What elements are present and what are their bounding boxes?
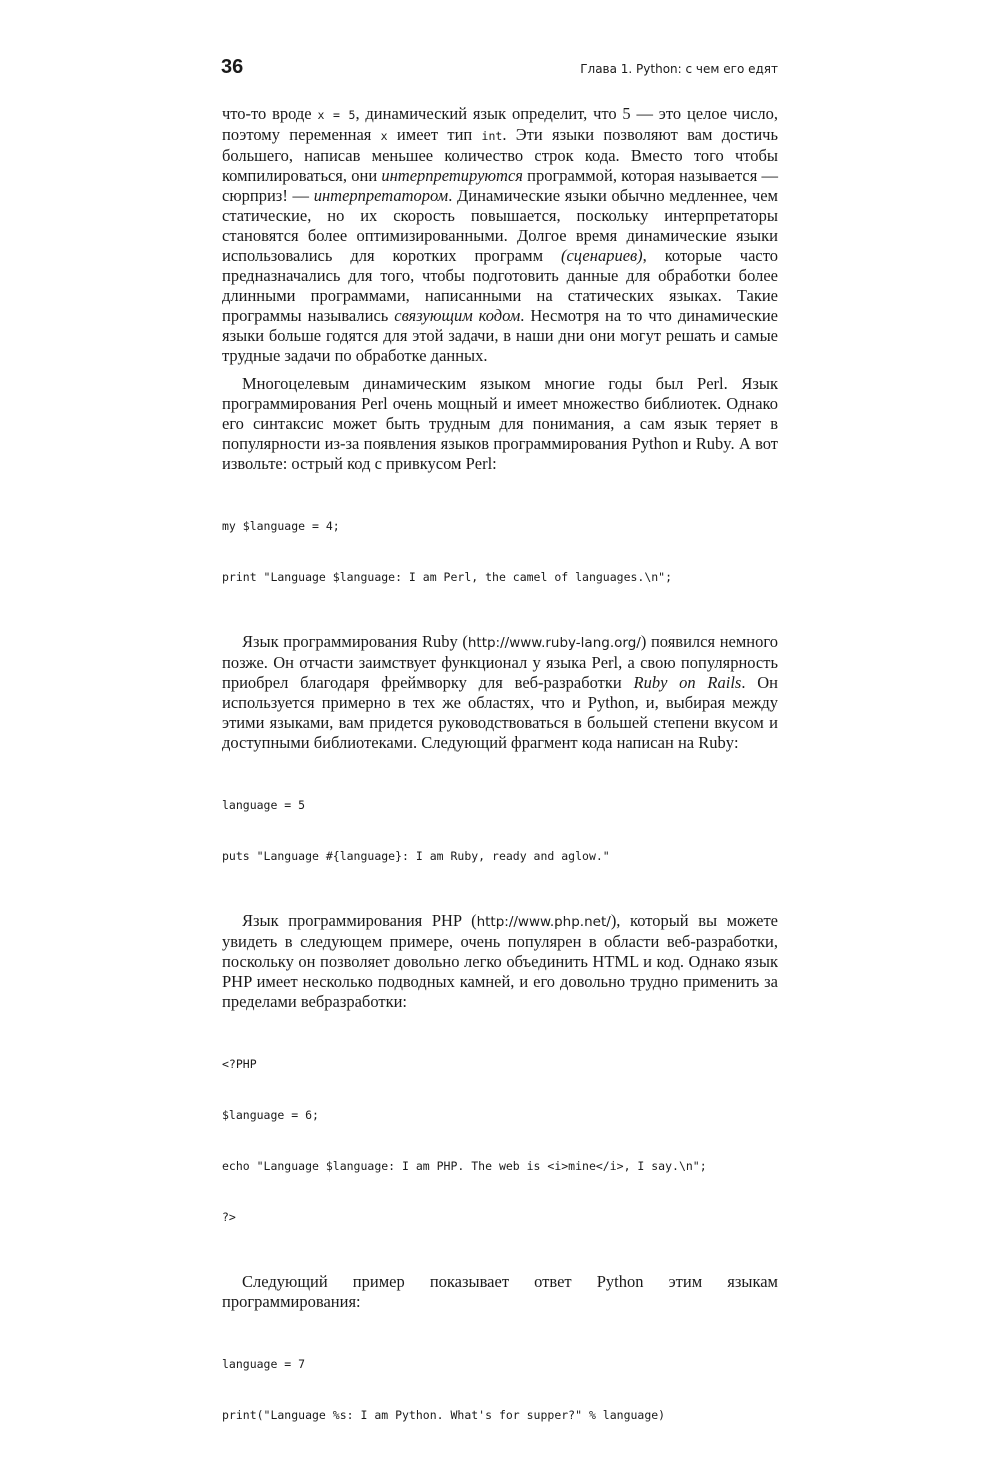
page-body xyxy=(222,104,778,1470)
code-block-php xyxy=(222,1022,778,1260)
code-line: print("Language %s: I am Python. What's for supper?" % language) xyxy=(222,1408,666,1422)
code-line: ?> xyxy=(222,1210,236,1224)
book-page xyxy=(221,54,779,1422)
php-link[interactable]: http://www.php.net/ xyxy=(476,914,611,930)
paragraph-python: Следующий пример показывает ответ Python этим языкам программирования: xyxy=(222,1272,778,1311)
code-line: language = 5 xyxy=(222,798,306,812)
code-line: echo "Language $language: I am PHP. The web is <i>mine</i>, I say.\n"; xyxy=(222,1159,707,1173)
paragraph-perl: Многоцелевым динамическим языком многие годы был Perl. Язык программирования Perl очень мощный и имеет множество библиотек. Однако его синтаксис может быть трудным для понимания, а сам язык теряет в популярности из-за появления языков программирования Python и Ruby. А вот извольте: острый код с привкусом Perl: xyxy=(222,374,778,473)
code-block-python xyxy=(222,1322,778,1458)
running-head: Глава 1. Python: с чем его едят xyxy=(580,62,778,76)
paragraph-php: Язык программирования PHP (http://www.php.net/), который вы можете увидеть в следующем примере, очень популярен в области веб-разработки, поскольку он позволяет довольно легко объединить HTML и код. Однако язык PHP имеет несколько подводных камней, и его довольно трудно применить за пределами вебразработки: xyxy=(222,911,779,1011)
code-line: $language = 6; xyxy=(222,1108,319,1122)
code-block-perl xyxy=(222,484,778,620)
paragraph-ruby: Язык программирования Ruby (http://www.ruby-lang.org/) появился немного позже. Он отчасти заимствует функционал у языка Perl, а свою популярность приобрел благодаря фреймворку для веб-разработки Ruby on Rails. Он используется примерно в тех же областях, что и Python, и, выбирая между этими языками, вам придется руководствоваться в большей степени вкусом и доступными библиотеками. Следующий фрагмент кода написан на Ruby: xyxy=(222,632,779,752)
page-number: 36 xyxy=(221,56,244,78)
paragraph-dynamic-languages: что-то вроде x = 5, динамический язык определит, что 5 — это целое число, поэтому переменная x имеет тип int. Эти языки позволяют вам достичь большего, написав меньшее количество строк кода. Вместо того чтобы компилироваться, они интерпретируются программой, которая называется — сюрприз! — интерпретатором. Динамические языки обычно медленнее, чем статические, но их скорость повышается, поскольку интерпретаторы становятся более оптимизированными. Долгое время динамические языки использовались для коротких программ (сценариев), которые часто предназначались для того, чтобы подготовить данные для обработки более длинными программами, написанными на статических языках. Такие программы назывались связующим кодом. Несмотря на то что динамические языки больше годятся для этой задачи, в наши дни они могут решать и самые трудные задачи по обработке данных. xyxy=(222,104,779,365)
page-header xyxy=(222,54,778,86)
code-line: language = 7 xyxy=(222,1357,306,1371)
code-line: puts "Language #{language}: I am Ruby, ready and aglow." xyxy=(222,849,610,863)
code-line: my $language = 4; xyxy=(222,519,340,533)
ruby-link[interactable]: http://www.ruby-lang.org/ xyxy=(467,635,641,651)
code-line: print "Language $language: I am Perl, the camel of languages.\n"; xyxy=(222,570,673,584)
code-block-ruby xyxy=(222,763,778,899)
code-line: <?PHP xyxy=(222,1057,257,1071)
